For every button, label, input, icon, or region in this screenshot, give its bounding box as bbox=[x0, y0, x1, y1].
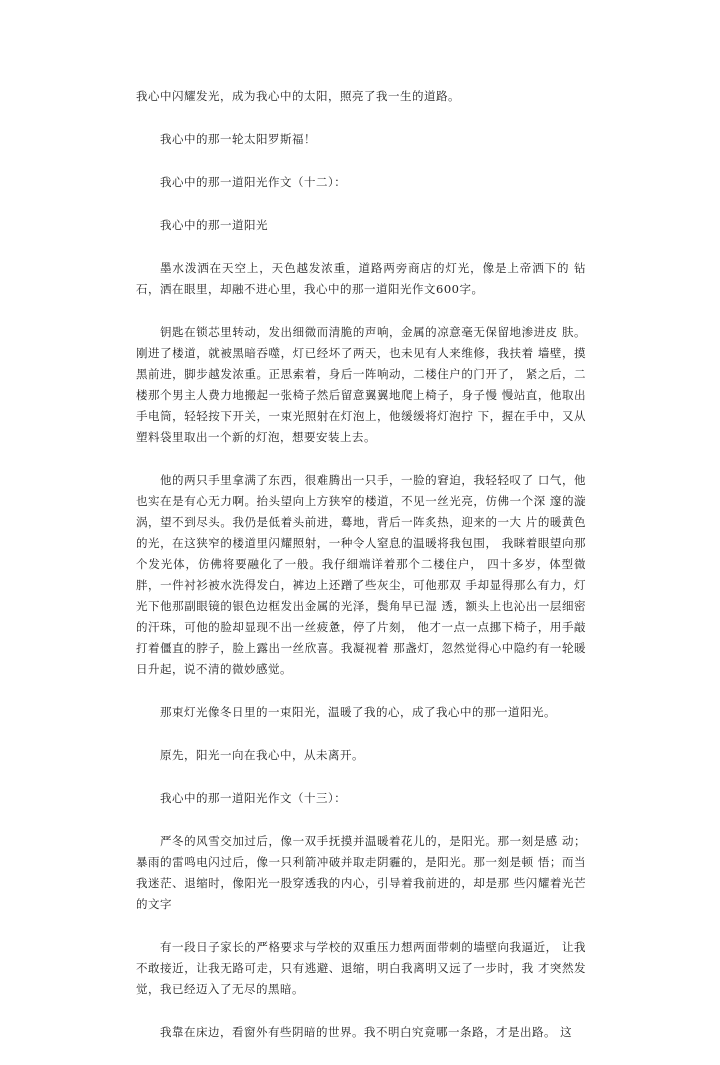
paragraph-12: 有一段日子家长的严格要求与学校的双重压力想两面带刺的墙壁向我逼近， 让我不敢接近，让我无路可走，只有逃避、退缩，明白我离明又远了一步时，我 才突然发觉，我已经迈入了无尽的黑暗。 bbox=[136, 940, 586, 996]
section-heading-13: 我心中的那一道阳光作文（十三）： bbox=[160, 791, 347, 805]
paragraph-8: 那束灯光像冬日里的一束阳光，温暖了我的心，成了我心中的那一道阳光。 bbox=[160, 705, 556, 719]
paragraph-13: 我靠在床边，看窗外有些阴暗的世界。我不明白究竟哪一条路，才是出路。 这 bbox=[160, 1025, 573, 1039]
paragraph-9: 原先，阳光一向在我心中，从未离开。 bbox=[160, 748, 364, 762]
essay-title: 我心中的那一道阳光 bbox=[160, 218, 268, 232]
paragraph-11: 严冬的风雪交加过后，像一双手抚摸并温暖着花儿的，是阳光。那一刻是感 动；暴雨的雷鸣电闪过后，像一只利箭冲破并取走阴霾的，是阳光。那一刻是顿 悟；而当我迷茫、退缩时，像阳光一股穿透我的内心，引导着我前进的，却是那 些闪耀着光芒的文字 bbox=[136, 834, 586, 911]
paragraph-7: 他的两只手里拿满了东西，很难腾出一只手，一脸的窘迫，我轻轻叹了 口气，他也实在是有心无力啊。抬头望向上方狭窄的楼道，不见一丝光亮，仿佛一个深 邃的漩涡，望不到尽头。我仍是低着头前进，蓦地，背后一阵炙热，迎来的一大 片的暖黄色的光，在这狭窄的楼道里闪耀照射，一种令人窒息的温暖将我包围， 我眯着眼望向那个发光体，仿佛将要融化了一般。我仔细端详着那个二楼住户， 四十多岁，体型微胖，一件衬衫被水洗得发白，裤边上还蹭了些灰尘，可他那双 手却显得那么有力，灯光下他那副眼镜的银色边框发出金属的光泽，鬓角早已湿 透，额头上也沁出一层细密的汗珠，可他的脸却显现不出一丝疲惫，停了片刻， 他才一点一点挪下椅子，用手敲打着僵直的脖子，脸上露出一丝欣喜。我凝视着 那盏灯，忽然觉得心中隐约有一轮暖日升起，说不清的微妙感觉。 bbox=[136, 473, 586, 676]
paragraph-2: 我心中的那一轮太阳罗斯福！ bbox=[160, 132, 316, 146]
section-heading-12: 我心中的那一道阳光作文（十二）： bbox=[160, 175, 347, 189]
paragraph-6: 钥匙在锁芯里转动，发出细微而清脆的声响，金属的凉意毫无保留地渗进皮 肤。刚进了楼道，就被黑暗吞噬，灯已经坏了两天，也未见有人来维修，我扶着 墙壁，摸黑前进，脚步越发浓重。正思索着，身后一阵响动，二楼住户的门开了， 紧之后，二楼那个男主人费力地搬起一张椅子然后留意翼翼地爬上椅子，身子慢 慢站直，他取出手电筒，轻轻按下开关，一束光照射在灯泡上，他缓缓将灯泡拧 下，握在手中，又从塑料袋里取出一个新的灯泡，想要安装上去。 bbox=[136, 325, 586, 444]
paragraph-5: 墨水泼洒在天空上，天色越发浓重，道路两旁商店的灯光，像是上帝洒下的 钻石，洒在眼里，却融不进心里，我心中的那一道阳光作文600字。 bbox=[136, 261, 586, 296]
document-page bbox=[136, 86, 586, 1065]
paragraph-1: 我心中闪耀发光，成为我心中的太阳，照亮了我一生的道路。 bbox=[136, 89, 460, 103]
